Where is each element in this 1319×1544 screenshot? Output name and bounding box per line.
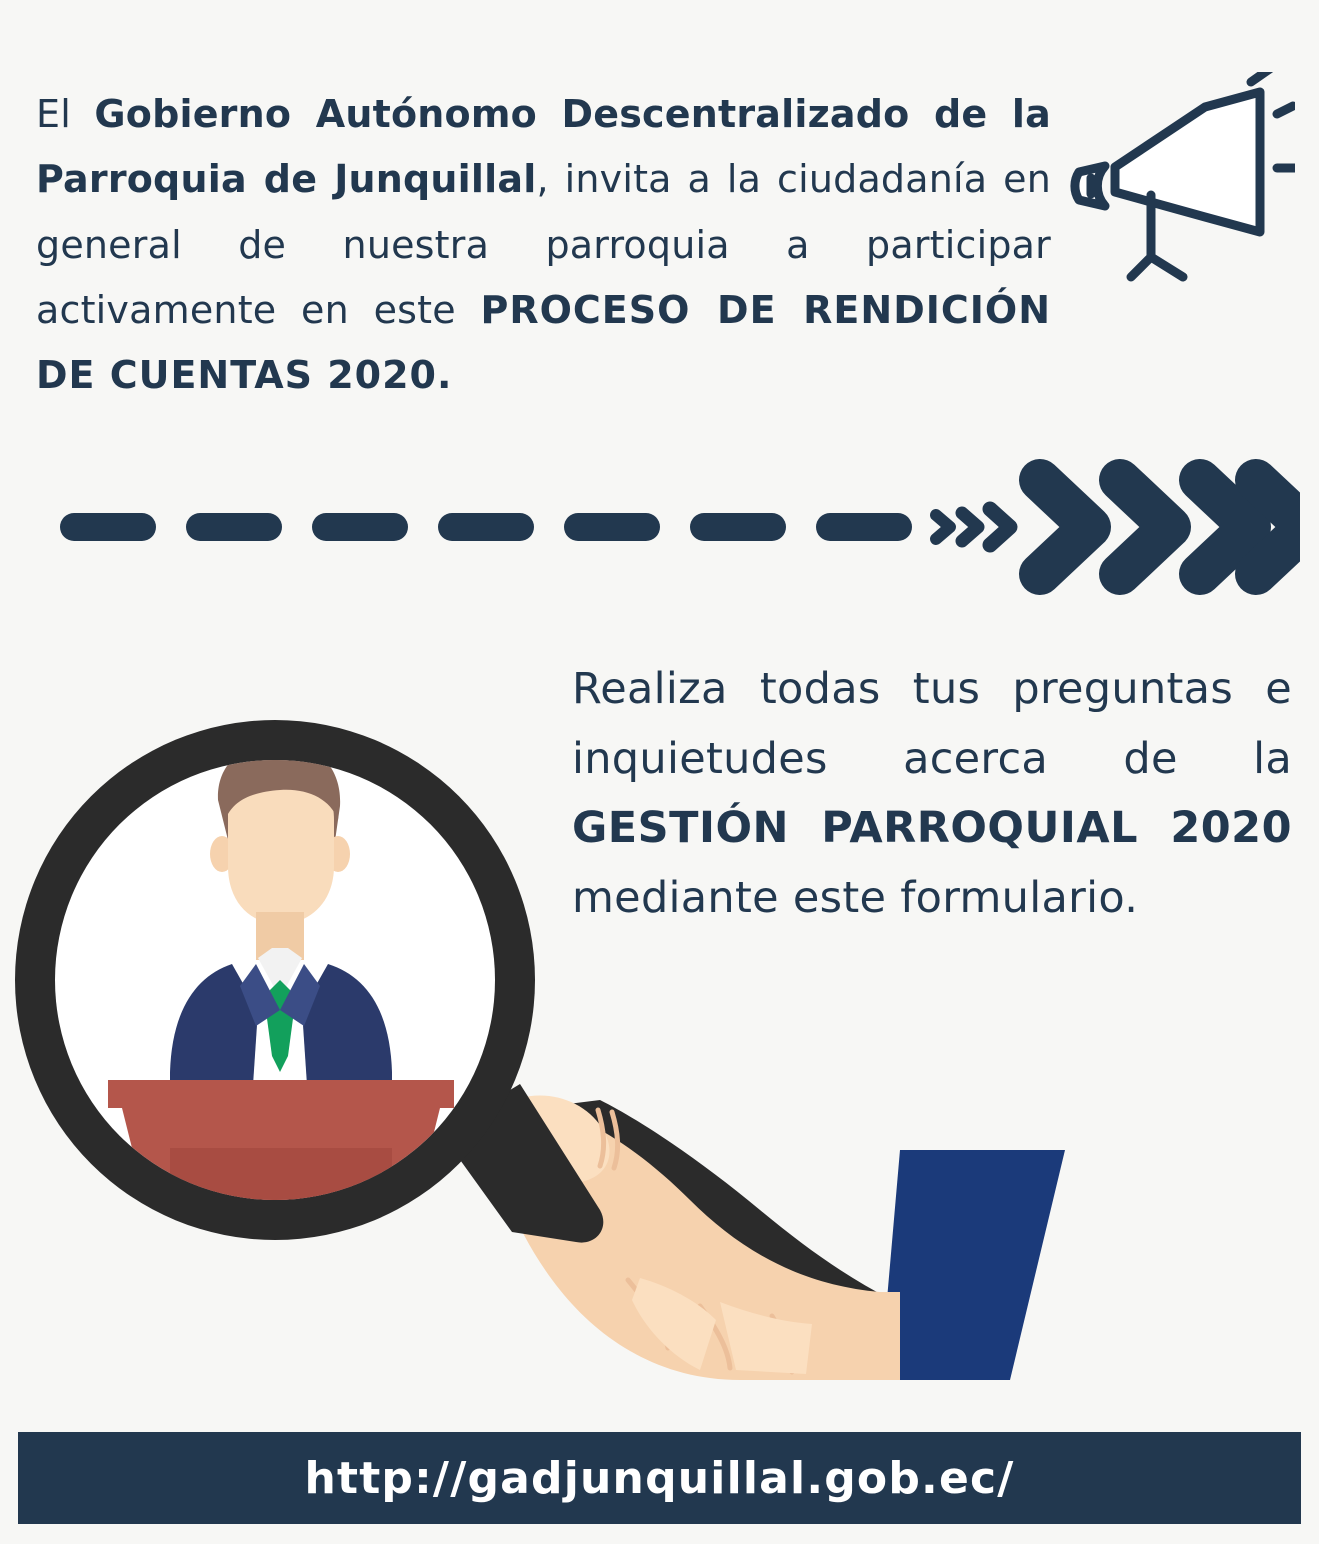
footer-bar (18, 1432, 1301, 1524)
dashed-arrow-divider-icon (60, 455, 1300, 605)
invitation-text-part2: , invita a la ciudadanía en general de nuestra parroquia a participar activamente en este (36, 157, 1051, 333)
invitation-text-part1: El (36, 92, 95, 136)
questions-text-caps: GESTIÓN PARROQUIAL 2020 (572, 803, 1292, 854)
invitation-paragraph (36, 82, 1051, 409)
questions-text-part2: mediante este formulario. (572, 872, 1139, 923)
questions-text-part1: Realiza todas tus preguntas e inquietudes acerca de la (572, 664, 1292, 784)
invitation-text-caps: PROCESO DE RENDICIÓN DE CUENTAS 2020. (36, 288, 1052, 398)
megaphone-icon (1055, 72, 1295, 302)
invitation-text-bold: Gobierno Autónomo Descentralizado de la Parroquia de Junquillal (36, 92, 1051, 202)
magnifier-illustration (0, 680, 1100, 1420)
website-url[interactable]: http://gadjunquillal.gob.ec/ (304, 1452, 1015, 1504)
